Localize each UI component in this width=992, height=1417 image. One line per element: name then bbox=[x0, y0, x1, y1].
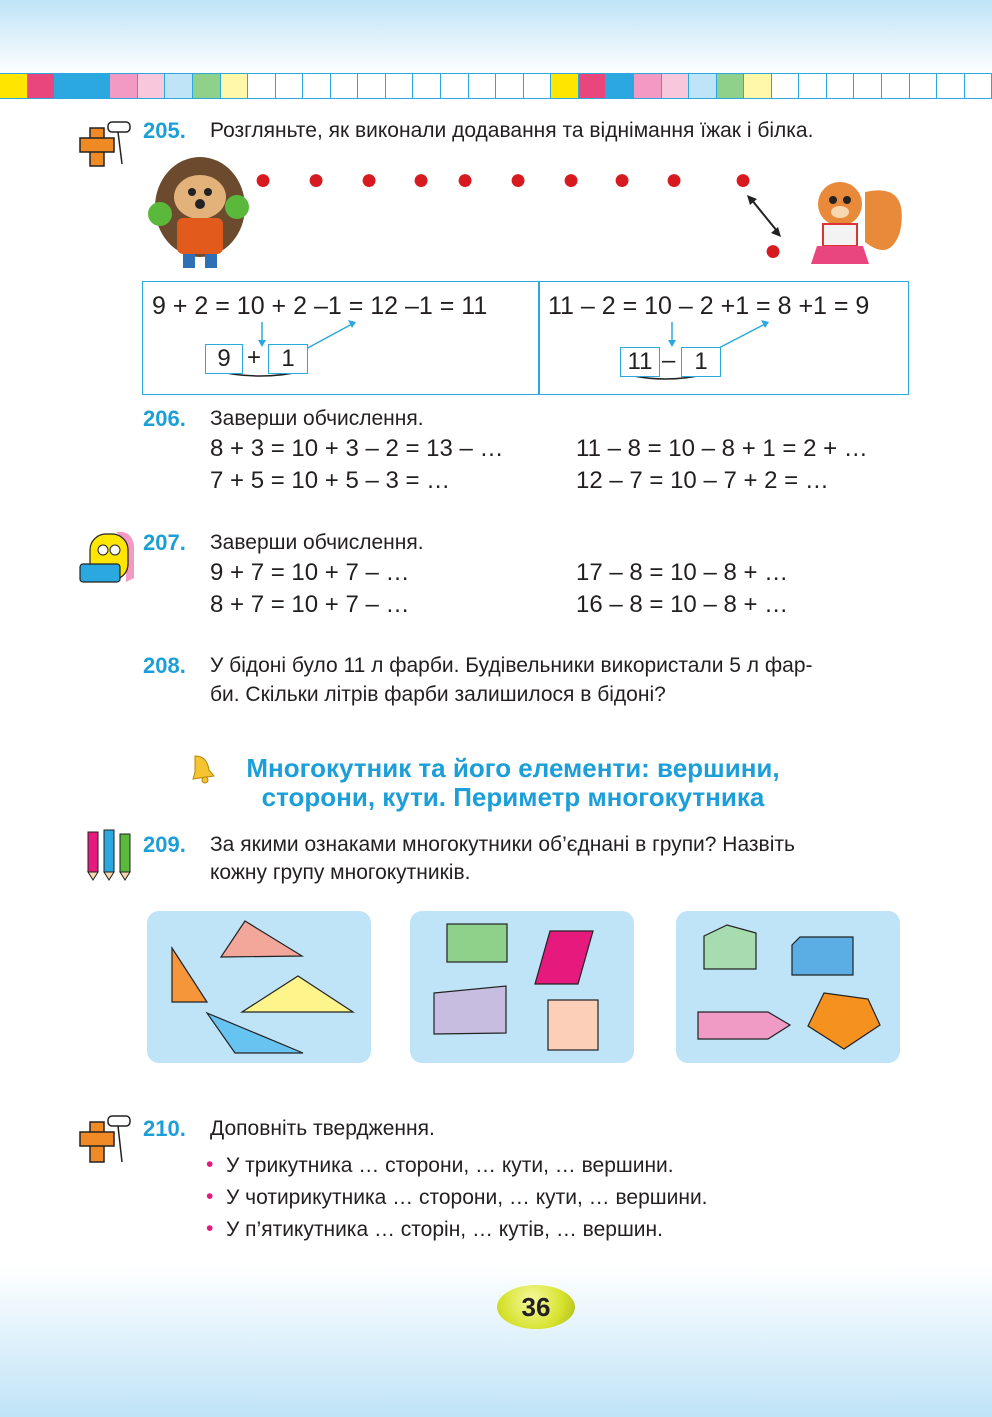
triangle-shape bbox=[207, 1013, 303, 1053]
equation: 12 – 7 = 10 – 7 + 2 = … bbox=[576, 467, 829, 494]
squirrel-image bbox=[785, 172, 910, 272]
equation: 9 + 2 = 10 + 2 –1 = 12 –1 = 11 bbox=[152, 292, 488, 320]
apple-icon: ● bbox=[734, 163, 753, 196]
triangle-shape bbox=[242, 976, 353, 1012]
exercise-text: Заверши обчислення. bbox=[210, 531, 424, 554]
double-arrow-icon bbox=[745, 195, 785, 237]
exercise-number: 207. bbox=[143, 530, 186, 555]
addend-box: 9 bbox=[205, 344, 243, 374]
hedgehog-image bbox=[145, 152, 250, 272]
exercise-text: Доповніть твердження. bbox=[210, 1117, 435, 1140]
decorative-strip bbox=[0, 73, 992, 99]
bullet-icon: • bbox=[206, 1153, 214, 1176]
pentagon-shape bbox=[698, 1012, 790, 1039]
pentagons-group bbox=[676, 911, 900, 1063]
page-number: 36 bbox=[497, 1285, 575, 1329]
quadrilateral-shape bbox=[548, 1000, 598, 1050]
apple-icon: ● bbox=[562, 163, 581, 196]
equation: 8 + 3 = 10 + 3 – 2 = 13 – … bbox=[210, 435, 504, 462]
statement: У п’ятикутника … сторін, … кутів, … вершин. bbox=[226, 1218, 663, 1241]
triangle-shape bbox=[172, 948, 207, 1002]
triangle-shape bbox=[221, 921, 302, 957]
apple-icon: ● bbox=[665, 163, 684, 196]
exercise-number: 208. bbox=[143, 653, 186, 678]
bottom-gradient bbox=[0, 1265, 992, 1417]
exercise-text: би. Скільки літрів фарби залишилося в бідоні? bbox=[210, 683, 666, 706]
section-title: Многокутник та його елементи: вершини, bbox=[246, 753, 780, 783]
subtrahend-box: 1 bbox=[681, 347, 721, 377]
apple-icon: ● bbox=[307, 163, 326, 196]
apple-icon: ● bbox=[254, 163, 273, 196]
minus-sign: – bbox=[662, 347, 676, 374]
equation: 8 + 7 = 10 + 7 – … bbox=[210, 591, 410, 618]
exercise-number: 206. bbox=[143, 406, 186, 431]
statement: У трикутника … сторони, … кути, … вершини. bbox=[226, 1154, 674, 1177]
apple-icon: ● bbox=[456, 163, 475, 196]
exercise-number: 210. bbox=[143, 1116, 186, 1141]
apple-icon: ● bbox=[509, 163, 528, 196]
pentagon-shape bbox=[808, 993, 880, 1049]
section-title: сторони, кути. Периметр многокутника bbox=[261, 782, 765, 812]
quadrilateral-shape bbox=[434, 986, 506, 1034]
minuend-box: 11 bbox=[620, 347, 660, 377]
backpack-icon bbox=[76, 526, 140, 586]
triangles-group bbox=[147, 911, 371, 1063]
ruler-pencil-icon bbox=[76, 1112, 136, 1168]
addend-box: 1 bbox=[268, 344, 308, 374]
exercise-text: За якими ознаками многокутники об’єднані в групи? Назвіть bbox=[210, 833, 795, 856]
exercise-number: 205. bbox=[143, 118, 186, 143]
statement: У чотирикутника … сторони, … кути, … вершини. bbox=[226, 1186, 708, 1209]
bullet-icon: • bbox=[206, 1185, 214, 1208]
exercise-text: кожну групу многокутників. bbox=[210, 861, 471, 884]
pentagon-shape bbox=[704, 925, 756, 969]
ruler-pencil-icon bbox=[76, 118, 136, 170]
apple-icon: ● bbox=[613, 163, 632, 196]
pencils-icon bbox=[80, 828, 140, 882]
equation: 16 – 8 = 10 – 8 + … bbox=[576, 591, 789, 618]
pentagon-shape bbox=[792, 937, 853, 975]
exercise-text: Заверши обчислення. bbox=[210, 407, 424, 430]
exercise-text: У бідоні було 11 л фарби. Будівельники використали 5 л фар- bbox=[210, 654, 813, 677]
apple-icon: ● bbox=[360, 163, 379, 196]
equation: 17 – 8 = 10 – 8 + … bbox=[576, 559, 789, 586]
plus-sign: + bbox=[247, 344, 262, 371]
quadrilateral-shape bbox=[535, 931, 593, 984]
exercise-text: Розгляньте, як виконали додавання та віднімання їжак і білка. bbox=[210, 119, 814, 142]
exercise-number: 209. bbox=[143, 832, 186, 857]
equation: 9 + 7 = 10 + 7 – … bbox=[210, 559, 410, 586]
apple-icon: ● bbox=[764, 234, 783, 267]
quadrilateral-shape bbox=[447, 924, 507, 962]
apple-icon: ● bbox=[412, 163, 431, 196]
bullet-icon: • bbox=[206, 1217, 214, 1240]
equation: 11 – 2 = 10 – 2 +1 = 8 +1 = 9 bbox=[548, 292, 870, 320]
top-gradient bbox=[0, 0, 992, 75]
quadrilaterals-group bbox=[410, 911, 634, 1063]
equation: 11 – 8 = 10 – 8 + 1 = 2 + … bbox=[576, 435, 868, 462]
equation: 7 + 5 = 10 + 5 – 3 = … bbox=[210, 467, 451, 494]
